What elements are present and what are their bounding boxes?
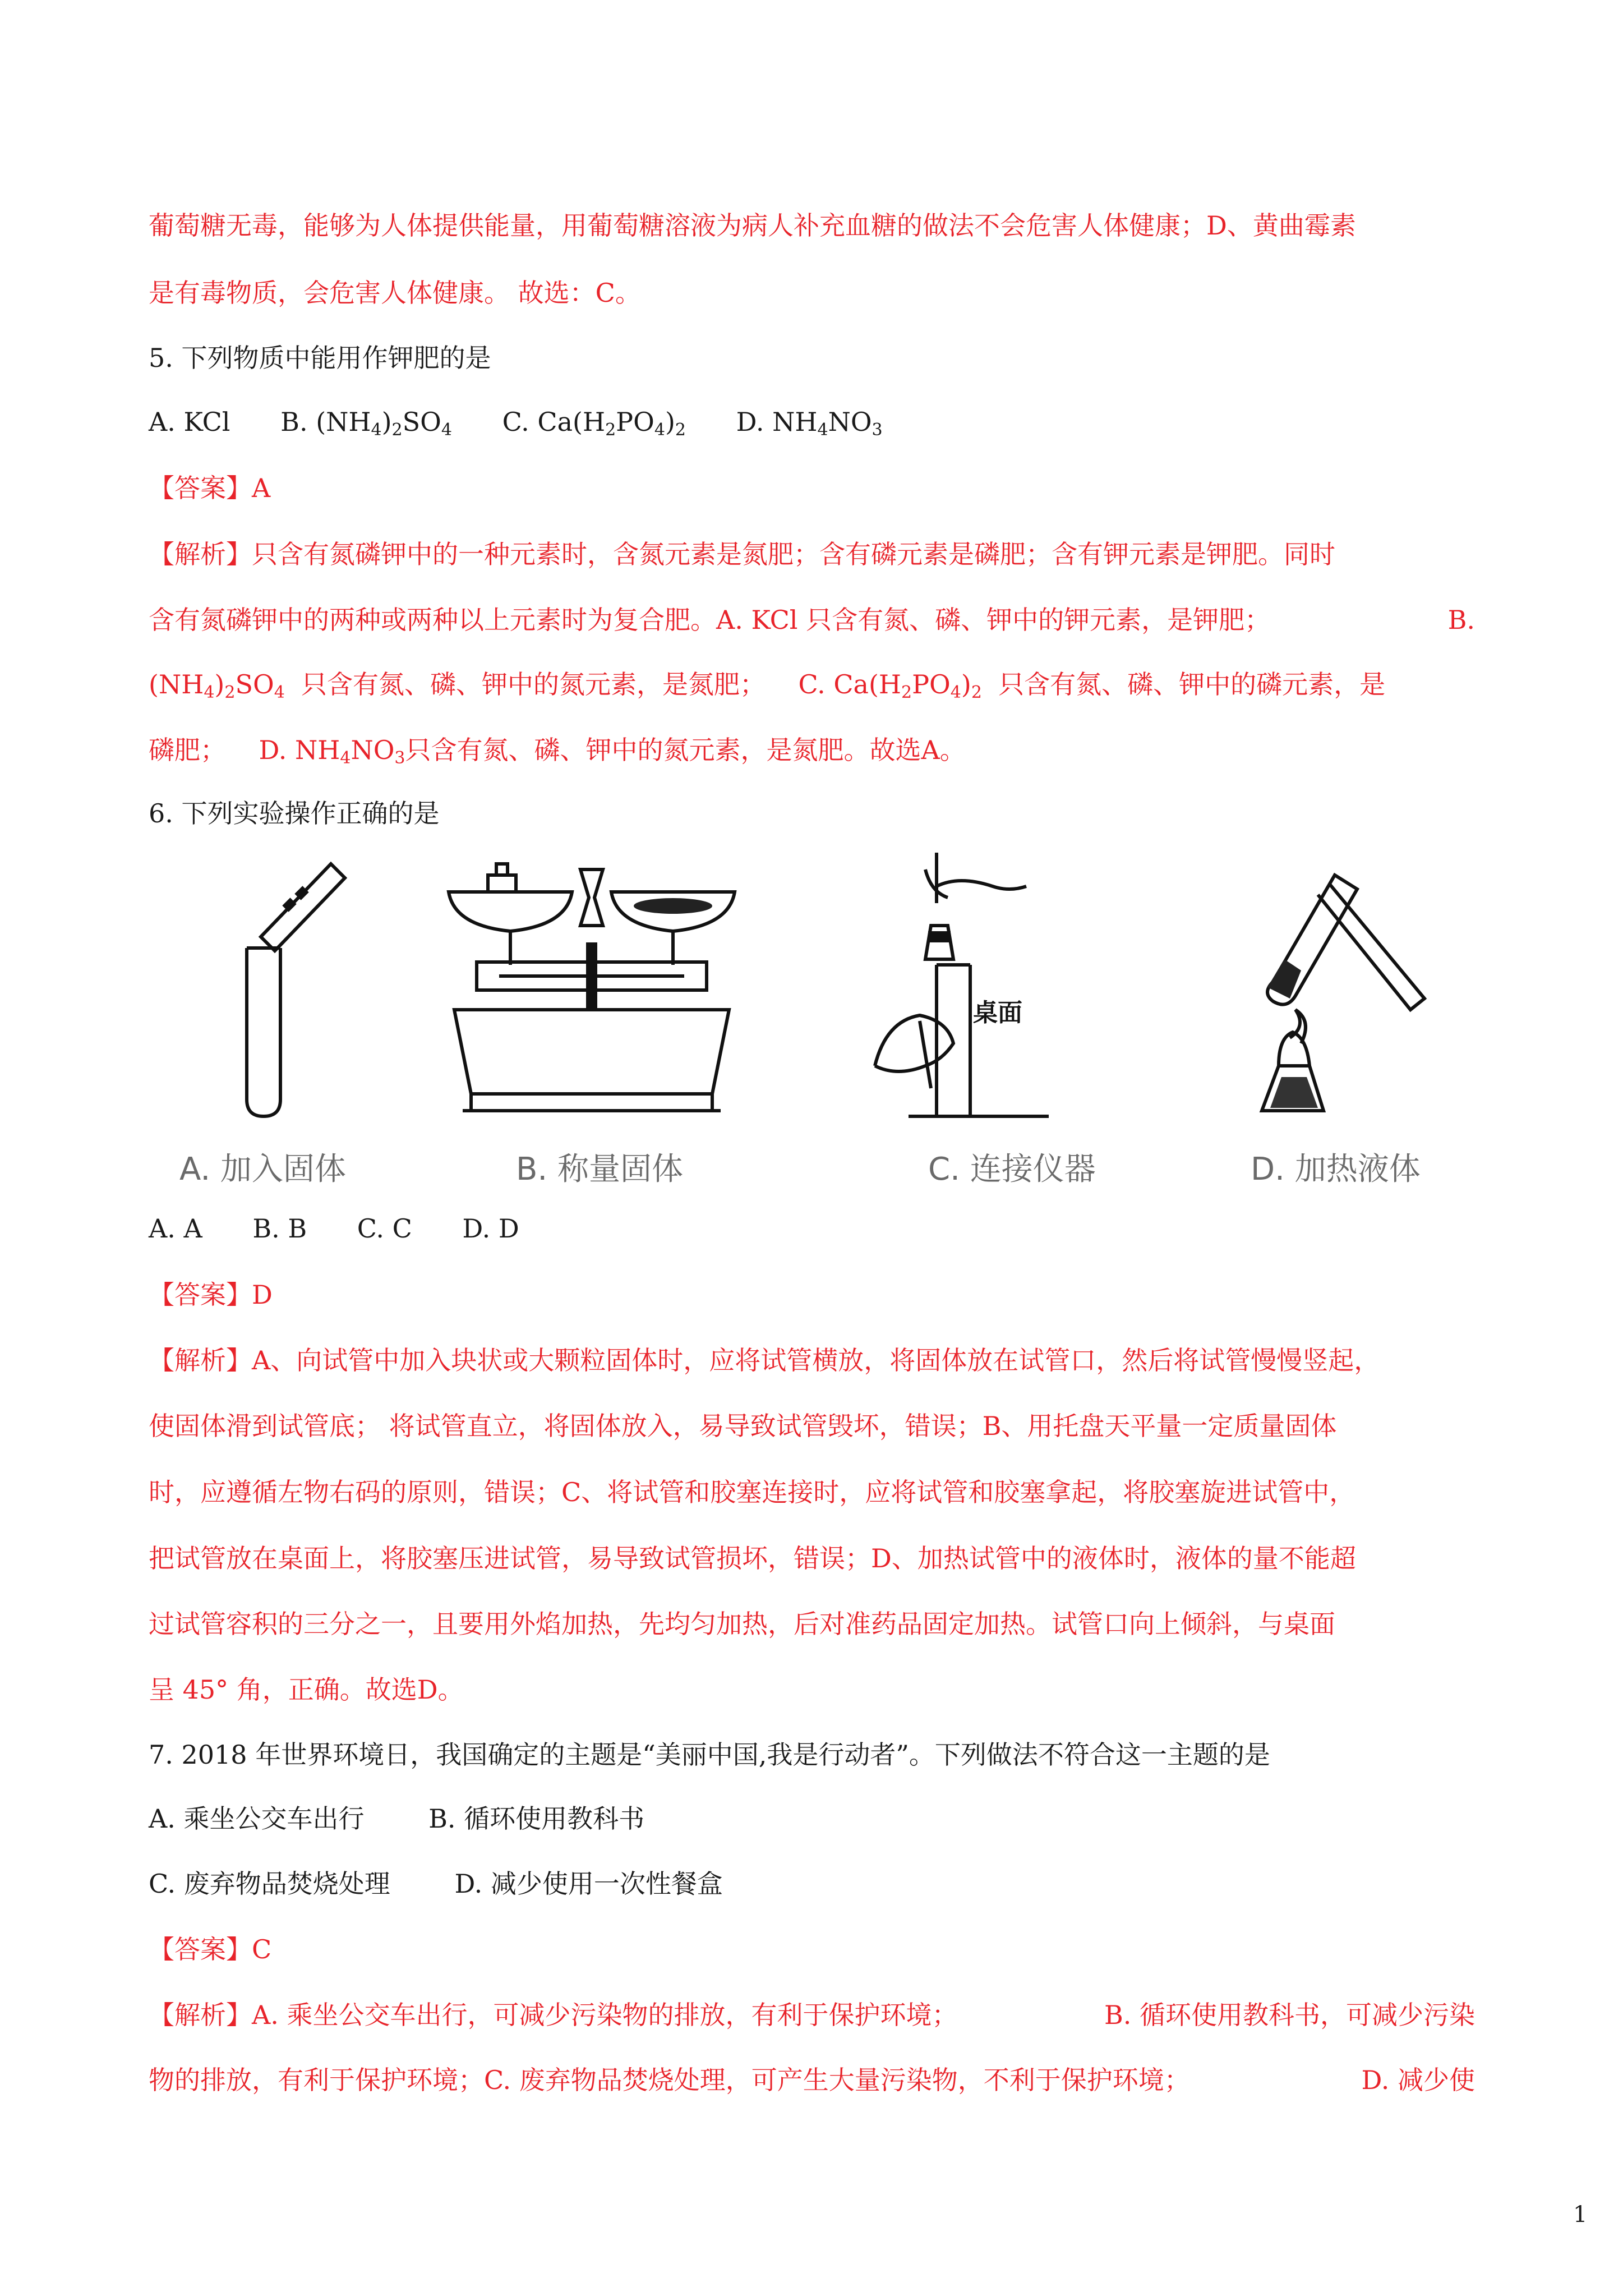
q5-analysis-line-2: 含有氮磷钾中的两种或两种以上元素时为复合肥。A. KCl 只含有氮、磷、钾中的钾元素，是钾肥； B.: [149, 605, 1475, 635]
figure-b-balance: [443, 853, 740, 1122]
q6-analysis-line-5: 过试管容积的三分之一，且要用外焰加热，先均匀加热，后对准药品固定加热。试管口向上倾斜，与桌面: [149, 1609, 1335, 1639]
q7-analysis-line-2: 物的排放，有利于保护环境；C. 废弃物品焚烧处理，可产生大量污染物，不利于保护环境； D. 减少使: [149, 2065, 1475, 2095]
q7-option-c: C. 废弃物品焚烧处理: [149, 1869, 390, 1899]
q7-option-d: D. 减少使用一次性餐盒: [454, 1869, 723, 1899]
q5-option-c: C. $Ca(H_2PO_4)_2$: [502, 407, 686, 440]
figure-c-connect: [864, 853, 1054, 1122]
q7-option-a: A. 乘坐公交车出行: [149, 1803, 365, 1834]
q6-options: [149, 1212, 561, 1245]
q7-options-row-2: [149, 1867, 765, 1901]
q5-options: [149, 405, 925, 439]
q6-option-c: C. C: [357, 1213, 412, 1244]
q5-option-b: B. $(NH_4)_2SO_4$: [280, 407, 452, 440]
figure-caption-a: A. 加入固体: [179, 1151, 346, 1188]
q7-options-row-1: [149, 1802, 686, 1835]
q6-option-a: A. A: [149, 1213, 202, 1244]
q7-analysis-line-1: 【解析】A. 乘坐公交车出行，可减少污染物的排放，有利于保护环境； B. 循环使用教科书，可减少污染: [149, 2000, 1475, 2030]
q6-answer: 【答案】D: [149, 1280, 273, 1310]
figure-d-heat: [1239, 853, 1453, 1122]
q5-analysis-line-3: $(NH_4)_2SO_4$ 只含有氮、磷、钾中的氮元素，是氮肥； C. $Ca(H_2PO_4)_2$ 只含有氮、磷、钾中的磷元素，是: [149, 669, 1386, 702]
q6-option-d: D. D: [462, 1213, 519, 1244]
q6-analysis-line-1: 【解析】A、向试管中加入块状或大颗粒固体时，应将试管横放，将固体放在试管口，然后将试管慢慢竖起，: [149, 1345, 1380, 1375]
figure-caption-b: B. 称量固体: [516, 1151, 684, 1188]
q5-answer: 【答案】A: [149, 473, 271, 503]
page-number: 1: [1573, 2202, 1588, 2228]
q6-stem: 6. 下列实验操作正确的是: [149, 798, 440, 829]
q6-analysis-line-4: 把试管放在桌面上，将胶塞压进试管，易导致试管损坏，错误；D、加热试管中的液体时，液体的量不能超: [149, 1543, 1356, 1573]
q7-answer: 【答案】C: [149, 1934, 272, 1964]
figure-caption-c: C. 连接仪器: [928, 1151, 1096, 1188]
q7-option-b: B. 循环使用教科书: [428, 1803, 645, 1834]
q6-analysis-line-6: 呈 45° 角，正确。故选D。: [149, 1674, 464, 1705]
figure-a-test-tube: [230, 853, 353, 1122]
q5-analysis-line-4: 磷肥； D. $NH_4NO_3$只含有氮、磷、钾中的氮元素，是氮肥。故选A。: [149, 735, 966, 768]
q5-stem: 5. 下列物质中能用作钾肥的是: [149, 343, 491, 373]
q6-option-b: B. B: [252, 1213, 307, 1244]
q6-analysis-line-2: 使固体滑到试管底； 将试管直立，将固体放入，易导致试管毁坏，错误；B、用托盘天平量一定质量固体: [149, 1411, 1337, 1441]
prev-analysis-line-1: 葡萄糖无毒，能够为人体提供能量，用葡萄糖溶液为病人补充血糖的做法不会危害人体健康；D、黄曲霉素: [149, 210, 1356, 241]
prev-analysis-line-2: 是有毒物质，会危害人体健康。 故选：C。: [149, 278, 641, 308]
figure-caption-d: D. 加热液体: [1251, 1151, 1421, 1188]
q6-analysis-line-3: 时，应遵循左物右码的原则，错误；C、将试管和胶塞连接时，应将试管和胶塞拿起，将胶塞旋进试管中，: [149, 1477, 1355, 1507]
q5-analysis-line-1: 【解析】只含有氮磷钾中的一种元素时，含氮元素是氮肥；含有磷元素是磷肥；含有钾元素是钾肥。同时: [149, 539, 1335, 569]
desk-label: 桌面: [973, 999, 1022, 1027]
q7-stem: 7. 2018 年世界环境日，我国确定的主题是“美丽中国,我是行动者”。下列做法不符合这一主题的是: [149, 1740, 1270, 1770]
q5-option-d: D. $NH_4NO_3$: [736, 407, 883, 440]
q5-option-a: A. KCl: [149, 407, 230, 437]
